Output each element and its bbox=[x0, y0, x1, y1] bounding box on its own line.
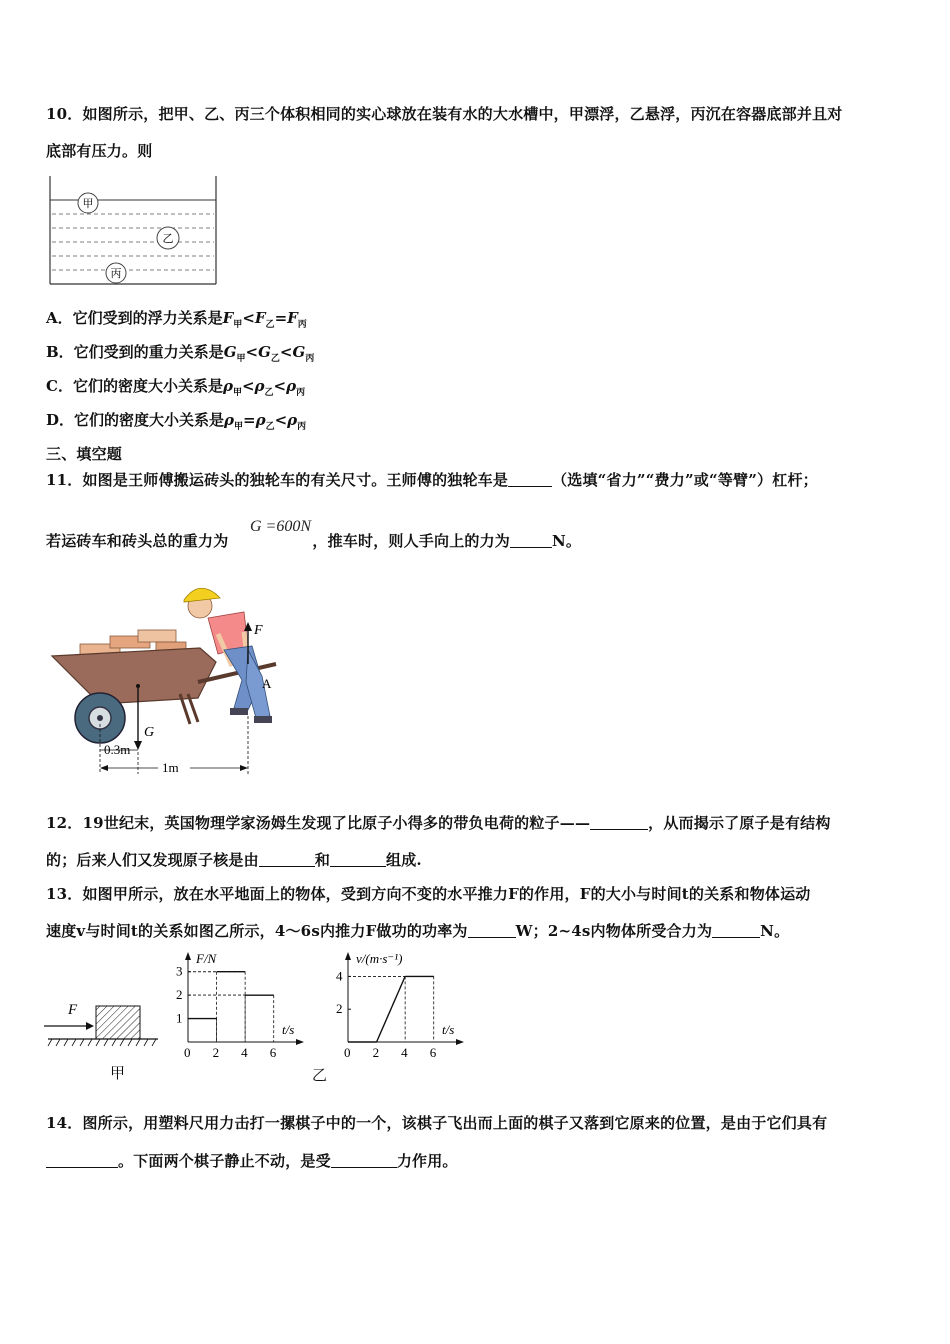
force-f-label: F bbox=[254, 623, 263, 638]
q14-line2: 。下面两个棋子静止不动，是受 力作用。 bbox=[46, 1150, 458, 1171]
velocity-time-chart bbox=[330, 946, 480, 1066]
point-a-label: A bbox=[262, 676, 272, 691]
ft-xlabel: t/s bbox=[282, 1022, 295, 1037]
vt-y-arrow bbox=[345, 952, 351, 960]
dimension-1m: 1m bbox=[162, 760, 179, 775]
wheelbarrow-figure bbox=[48, 576, 288, 780]
q14-blank-2[interactable] bbox=[331, 1153, 397, 1168]
ft-ytick-2: 3 bbox=[176, 963, 183, 979]
block-push-figure bbox=[44, 998, 164, 1086]
dimension-0-3m: 0.3m bbox=[104, 742, 131, 757]
q13-blank-1[interactable] bbox=[468, 923, 516, 938]
q10-option-a[interactable]: A．它们受到的浮力关系是$F_甲<F_乙=F_丙$ bbox=[46, 309, 307, 330]
q12-blank-2[interactable] bbox=[259, 852, 315, 867]
vt-x-arrow bbox=[456, 1039, 464, 1045]
q13-line2: 速度v与时间t的关系如图乙所示，4～6s内推力F做功的功率为 W；2~4s内物体所受合力为 N。 bbox=[46, 922, 790, 940]
vt-ytick-1: 4 bbox=[336, 968, 343, 984]
q13-line1: 13．如图甲所示，放在水平地面上的物体，受到方向不变的水平推力F的作用，F的大小与时间t的关系和物体运动 bbox=[46, 885, 811, 903]
ball-yi-label: 乙 bbox=[162, 233, 174, 245]
q12-blank-3[interactable] bbox=[330, 852, 386, 867]
q10-line1: 10．如图所示，把甲、乙、丙三个体积相同的实心球放在装有水的大水槽中，甲漂浮，乙悬浮，丙沉在容器底部并且对 bbox=[46, 105, 843, 123]
q10-option-d[interactable]: D．它们的密度大小关系是$\rho_甲=\rho_乙<\rho_丙$ bbox=[46, 411, 307, 432]
q14-blank-1[interactable] bbox=[46, 1153, 118, 1168]
ball-bing-label: 丙 bbox=[110, 268, 122, 280]
q13-blank-2[interactable] bbox=[712, 923, 760, 938]
q11-blank-2[interactable] bbox=[510, 533, 552, 548]
q10-option-b[interactable]: B．它们受到的重力关系是$G_甲<G_乙<G_丙$ bbox=[46, 343, 315, 364]
figure-yi-caption: 乙 bbox=[312, 1068, 328, 1084]
ft-xtick-1: 2 bbox=[212, 1045, 220, 1060]
ft-ytick-1: 2 bbox=[176, 987, 183, 1003]
ft-y-arrow bbox=[185, 952, 191, 960]
q12-line2: 的；后来人们又发现原子核是由 和 组成. bbox=[46, 851, 422, 869]
figure-jia-caption: 甲 bbox=[110, 1066, 126, 1082]
ft-ytick-0: 1 bbox=[176, 1010, 183, 1026]
ft-xtick-3: 6 bbox=[269, 1045, 277, 1060]
ft-x-arrow bbox=[296, 1039, 304, 1045]
q11-line1: 11．如图是王师傅搬运砖头的独轮车的有关尺寸。王师傅的独轮车是 （选填“省力”“费力”或“等臂”）杠杆； bbox=[46, 471, 818, 489]
vt-xtick-1: 2 bbox=[372, 1045, 380, 1060]
gravity-g-label: G bbox=[144, 725, 155, 740]
q12-blank-1[interactable] bbox=[590, 815, 648, 830]
ft-ylabel: F/N bbox=[196, 951, 217, 966]
vt-segment-1 bbox=[377, 976, 406, 1042]
q10-option-c[interactable]: C．它们的密度大小关系是$\rho_甲<\rho_乙<\rho_丙$ bbox=[46, 377, 306, 398]
q10-line2: 底部有压力。则 bbox=[46, 142, 153, 160]
vt-ylabel: v/(m·s⁻¹) bbox=[356, 951, 403, 966]
ball-jia-label: 甲 bbox=[82, 198, 94, 210]
push-force-label: F bbox=[68, 1002, 78, 1018]
vt-xlabel: t/s bbox=[442, 1022, 455, 1037]
vt-xtick-2: 4 bbox=[401, 1045, 408, 1060]
ft-xtick-2: 4 bbox=[241, 1045, 248, 1060]
vt-xtick-3: 6 bbox=[429, 1045, 437, 1060]
ft-xtick-0: 0 bbox=[184, 1045, 191, 1060]
vt-xtick-0: 0 bbox=[344, 1045, 351, 1060]
q11-blank-1[interactable] bbox=[508, 472, 552, 487]
vt-ytick-0: 2 bbox=[336, 1001, 343, 1017]
q12-line1: 12．19世纪末，英国物理学家汤姆生发现了比原子小得多的带负电荷的粒子—— ，从而揭示了原子是有结构 bbox=[46, 814, 831, 832]
q11-line2: 若运砖车和砖头总的重力为 ，推车时，则人手向上的力为 N。 bbox=[46, 532, 582, 550]
section-heading: 三、填空题 bbox=[46, 445, 123, 463]
q14-line1: 14．图所示，用塑料尺用力击打一摞棋子中的一个，该棋子飞出而上面的棋子又落到它原来的位置，是由于它们具有 bbox=[46, 1114, 828, 1132]
q11-formula: G =600N bbox=[250, 518, 312, 535]
force-time-chart bbox=[170, 946, 320, 1066]
water-tank-figure bbox=[44, 174, 220, 286]
